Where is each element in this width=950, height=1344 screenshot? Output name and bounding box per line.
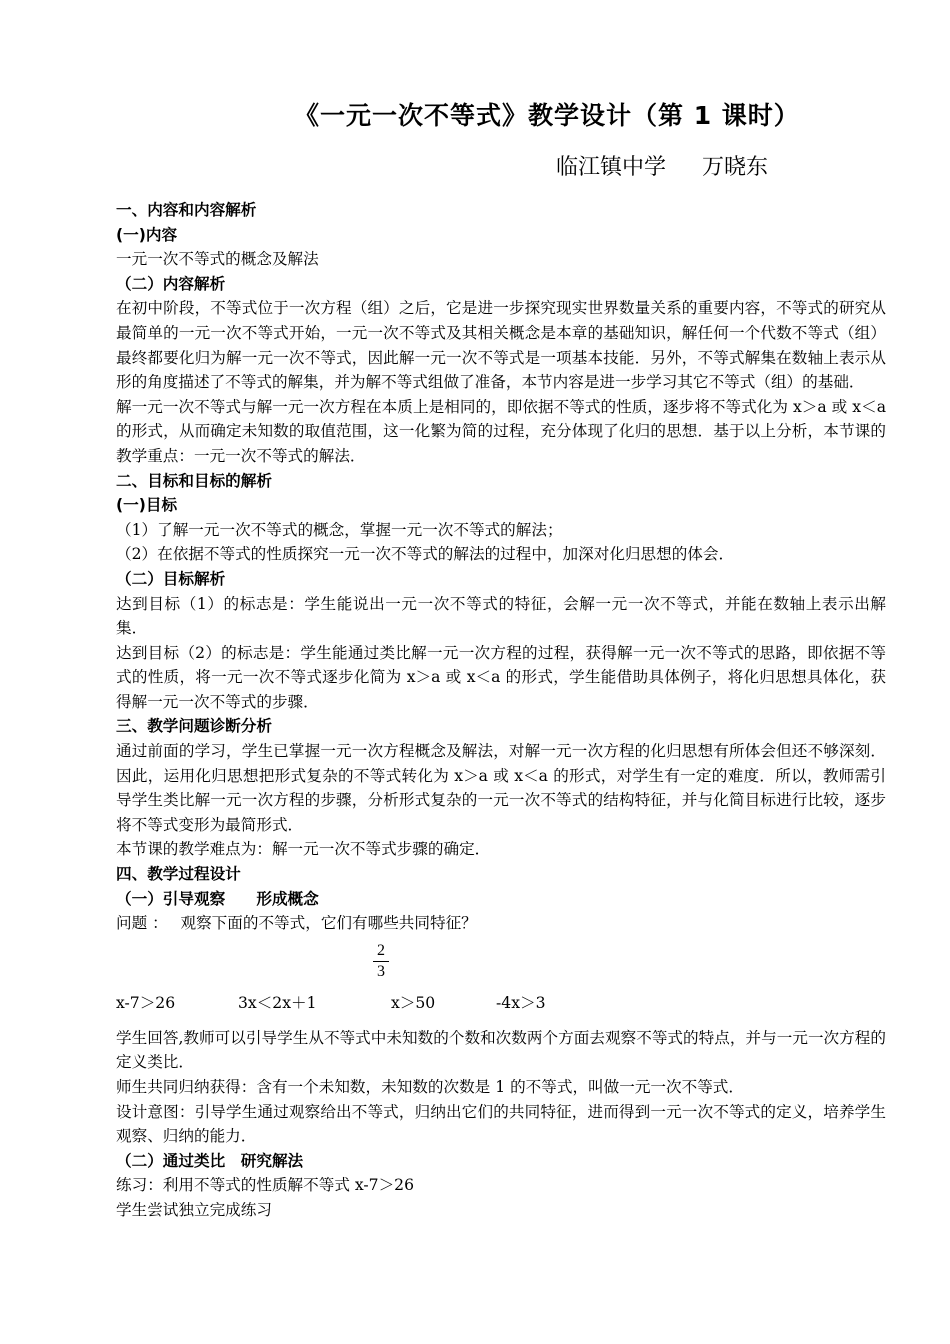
subsection-heading: （二）内容解析 — [116, 274, 226, 293]
subsection-heading: （一）引导观察 形成概念 — [116, 889, 319, 908]
inequality-1: x-7＞26 — [116, 993, 176, 1012]
author-school: 临江镇中学 — [556, 155, 667, 180]
inequality-4: -4x＞3 — [496, 993, 546, 1012]
fraction-two-thirds — [373, 942, 389, 981]
inequality-3: x＞50 — [391, 993, 436, 1012]
goal-item: （2）在依据不等式的性质探究一元一次不等式的解法的过程中，加深对化归思想的体会． — [116, 545, 735, 564]
paragraph: 达到目标（2）的标志是：学生能通过类比解一元一次方程的过程，获得解一元一次不等式的思路，即依据不等式的性质，将一元一次不等式逐步化简为 x＞a 或 x＜a 的形式，学生能借助具体例子，将化归思想具体化，获得解一元一次不等式的步骤． — [116, 643, 886, 711]
section-heading: 三、教学问题诊断分析 — [116, 717, 272, 736]
paragraph: 设计意图：引导学生通过观察给出不等式，归纳出它们的共同特征，进而得到一元一次不等式的定义，培养学生观察、归纳的能力． — [116, 1102, 886, 1146]
subsection-heading: (一)目标 — [116, 496, 178, 515]
section-heading: 二、目标和目标的解析 — [116, 471, 272, 490]
paragraph: 解一元一次不等式与解一元一次方程在本质上是相同的，即依据不等式的性质，逐步将不等式化为 x＞a 或 x＜a 的形式，从而确定未知数的取值范围，这一化繁为简的过程，充分体现了化归的思想．基于以上分析，本节课的教学重点：一元一次不等式的解法． — [116, 397, 886, 465]
goal-item: （1）了解一元一次不等式的概念，掌握一元一次不等式的解法； — [116, 520, 563, 539]
subsection-heading: （二）目标解析 — [116, 569, 226, 588]
fraction-numerator: 2 — [377, 941, 385, 959]
fraction-denominator: 3 — [377, 962, 385, 980]
paragraph: 练习：利用不等式的性质解不等式 x-7＞26 — [116, 1176, 415, 1195]
question: 问题 ： 观察下面的不等式，它们有哪些共同特征？ — [116, 914, 477, 933]
inequality-2: 3x＜2x＋1 — [238, 993, 317, 1012]
paragraph: 师生共同归纳获得：含有一个未知数，未知数的次数是 1 的不等式，叫做一元一次不等式． — [116, 1078, 744, 1096]
subsection-heading: （二）通过类比 研究解法 — [116, 1151, 304, 1170]
paragraph: 本节课的教学难点为：解一元一次不等式步骤的确定． — [116, 840, 491, 859]
document-body — [116, 198, 886, 1223]
paragraph: 一元一次不等式的概念及解法 — [116, 250, 319, 269]
section-heading: 一、内容和内容解析 — [116, 201, 257, 219]
section-heading: 四、教学过程设计 — [116, 865, 241, 884]
inequality-examples — [116, 936, 886, 1026]
author-line — [556, 150, 768, 181]
paragraph: 达到目标（1）的标志是：学生能说出一元一次不等式的特征，会解一元一次不等式，并能在数轴上表示出解集． — [116, 594, 886, 638]
paragraph: 通过前面的学习，学生已掌握一元一次方程概念及解法，对解一元一次方程的化归思想有所体会但还不够深刻．因此，运用化归思想把形式复杂的不等式转化为 x＞a 或 x＜a 的形式，对学生有一定的难度．所以，教师需引导学生类比解一元一次方程的步骤，分析形式复杂的一元一次不等式的结构特征，并与化简目标进行比较，逐步将不等式变形为最简形式． — [116, 742, 886, 834]
paragraph: 在初中阶段，不等式位于一次方程（组）之后，它是进一步探究现实世界数量关系的重要内容，不等式的研究从最简单的一元一次不等式开始，一元一次不等式及其相关概念是本章的基础知识，解任何一个代数不等式（组）最终都要化归为解一元一次不等式，因此解一元一次不等式是一项基本技能．另外，不等式解集在数轴上表示从形的角度描述了不等式的解集，并为解不等式组做了准备，本节内容是进一步学习其它不等式（组）的基础． — [116, 299, 886, 392]
paragraph: 学生尝试独立完成练习 — [116, 1200, 272, 1219]
paragraph: 学生回答,教师可以引导学生从不等式中未知数的个数和次数两个方面去观察不等式的特点，并与一元一次方程的定义类比． — [116, 1028, 886, 1072]
fraction-bar — [373, 961, 389, 962]
document-title: 《一元一次不等式》教学设计（第 1 课时） — [294, 101, 800, 130]
author-name: 万晓东 — [702, 155, 769, 180]
subsection-heading: (一)内容 — [116, 225, 178, 244]
